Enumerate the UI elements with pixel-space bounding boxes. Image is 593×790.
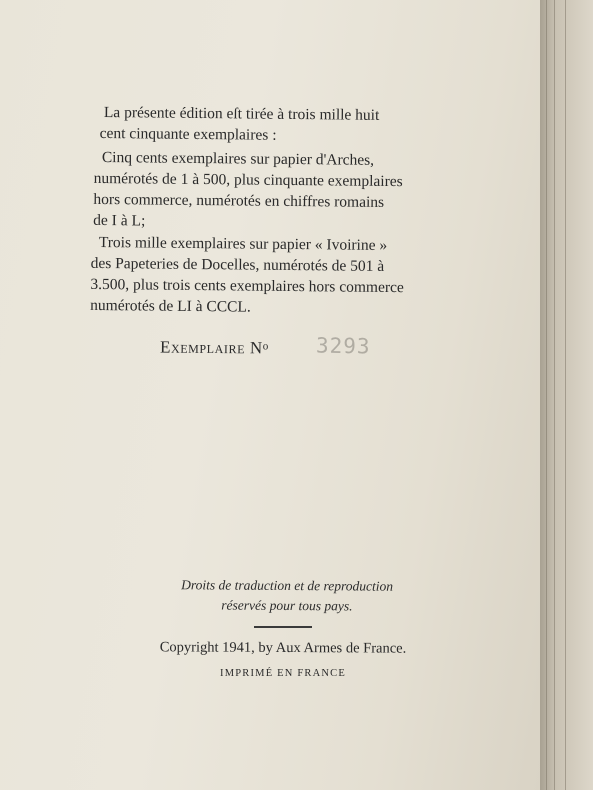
text-line: La présente édition eſt tirée à trois mille huit (103, 103, 380, 124)
edition-paragraph-1 (99, 102, 464, 148)
exemplaire-label (160, 338, 269, 359)
text-line: Cinq cents exemplaires sur papier d'Arches, (101, 148, 375, 169)
text-line: hors commerce, numérotés en chiffres romains (93, 190, 385, 211)
edition-paragraph-3 (90, 232, 474, 320)
text-line: Trois mille exemplaires sur papier « Ivoirine » (98, 233, 388, 255)
divider-rule (254, 626, 312, 628)
imprint-line: IMPRIMÉ EN FRANCE (220, 668, 346, 679)
text-line: numérotés de 1 à 500, plus cinquante exemplaires (93, 169, 403, 191)
text-line: numérotés de LI à CCCL. (90, 296, 251, 316)
rights-notice (142, 575, 432, 617)
stamped-copy-number: 3293 (315, 333, 371, 359)
edition-paragraph-2 (93, 147, 472, 235)
text-line: 3.500, plus trois cents exemplaires hors commerce (90, 275, 404, 297)
rights-line-1: Droits de traduction et de reproduction (181, 577, 394, 594)
text-line: cent cinquante exemplaires : (99, 124, 277, 144)
number-abbrev: $N^o$ (249, 338, 269, 358)
text-line: de I à L; (93, 211, 146, 230)
rights-line-2: réservés pour tous pays. (221, 597, 353, 614)
exemplaire-word: Exemplaire (159, 337, 246, 358)
text-line: des Papeteries de Docelles, numérotés de 501 à (90, 254, 385, 275)
copyright-line: Copyright 1941, by Aux Armes de France. (159, 639, 407, 657)
page-edge (540, 0, 593, 790)
